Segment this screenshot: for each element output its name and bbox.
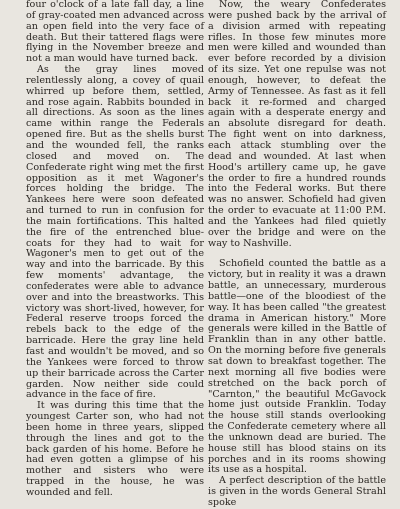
paragraph: As the gray lines moved relentlessly along, a covey of quail whirred up before them, settled, and rose again. Rabbits bounded in all directions. As soon as the lines came within range the Federals opened fire. But as the shells burst and the wounded fell, the ranks closed and moved on. The Confederate right wing met the first opposition as it met Wagoner's forces holding the bridge. The Yankees here were soon defeated and turned to run in confusion for the main fortifications. This halted the fire of the entrenched blue-coats for they had to wait for Wagoner's men to get out of the way and into the barricade. By this few moments' advantage, the confederates were able to advance over and into the breastworks. This victory was short-lived, however, for Federal reserve troops forced the rebels back to the edge of the barricade. Here the gray line held fast and wouldn't be moved, and so the Yankees were forced to throw up their barricade across the Carter garden. Now neither side could advance in the face of fire. xyxy=(26,64,204,401)
paragraph: Now, the weary Confederates were pushed back by the arrival of a division armed with repeating rifles. In those few minutes more men were killed and wounded than ever before recorded by a division of its size. Yet one repulse was not enough, however, to defeat the Army of Tennessee. As fast as it fell back it re-formed and charged again with a desperate energy and an absolute disregard for death. The fight went on into darkness, each attack stumbling over the dead and wounded. At last when Hood's artillery came up, he gave the order to fire a hundred rounds into the Federal works. But there was no answer. Schofield had given the order to evacuate at 11:00 P.M. and the Yankees had filed quietly over the bridge and were on the way to Nashville. xyxy=(208,0,386,249)
left-text-column xyxy=(26,0,204,499)
paragraph: Schofield counted the battle as a victory, but in reality it was a drawn battle, an unnecessary, murderous battle—one of the bloodiest of the way. It has been called "the greatest drama in American history." More generals were killed in the Battle of Franklin than in any other battle. On the morning before five generals sat down to breakfast together. The next morning all five bodies were stretched on the back porch of "Carnton," the beautiful McGavock home just outside Franklin. Today the house still stands overlooking the Confederate cemetery where all the unknown dead are buried. The house still has blood stains on its porches and in its rooms showing its use as a hospital. xyxy=(208,258,386,476)
paragraph: four o'clock of a late fall day, a line of gray-coated men advanced across an open field into the very face of death. But their tattered flags were flying in the November breeze and not a man would have turned back. xyxy=(26,0,204,65)
paragraph: It was during this time that the youngest Carter son, who had not been home in three years, slipped through the lines and got to the back garden of his home. Before he had even gotten a glimpse of his mother and sisters who were trapped in the house, he was wounded and fell. xyxy=(26,400,204,498)
right-text-column xyxy=(208,0,386,509)
paragraph: A perfect description of the battle is given in the words General Strahl spoke xyxy=(208,475,386,508)
